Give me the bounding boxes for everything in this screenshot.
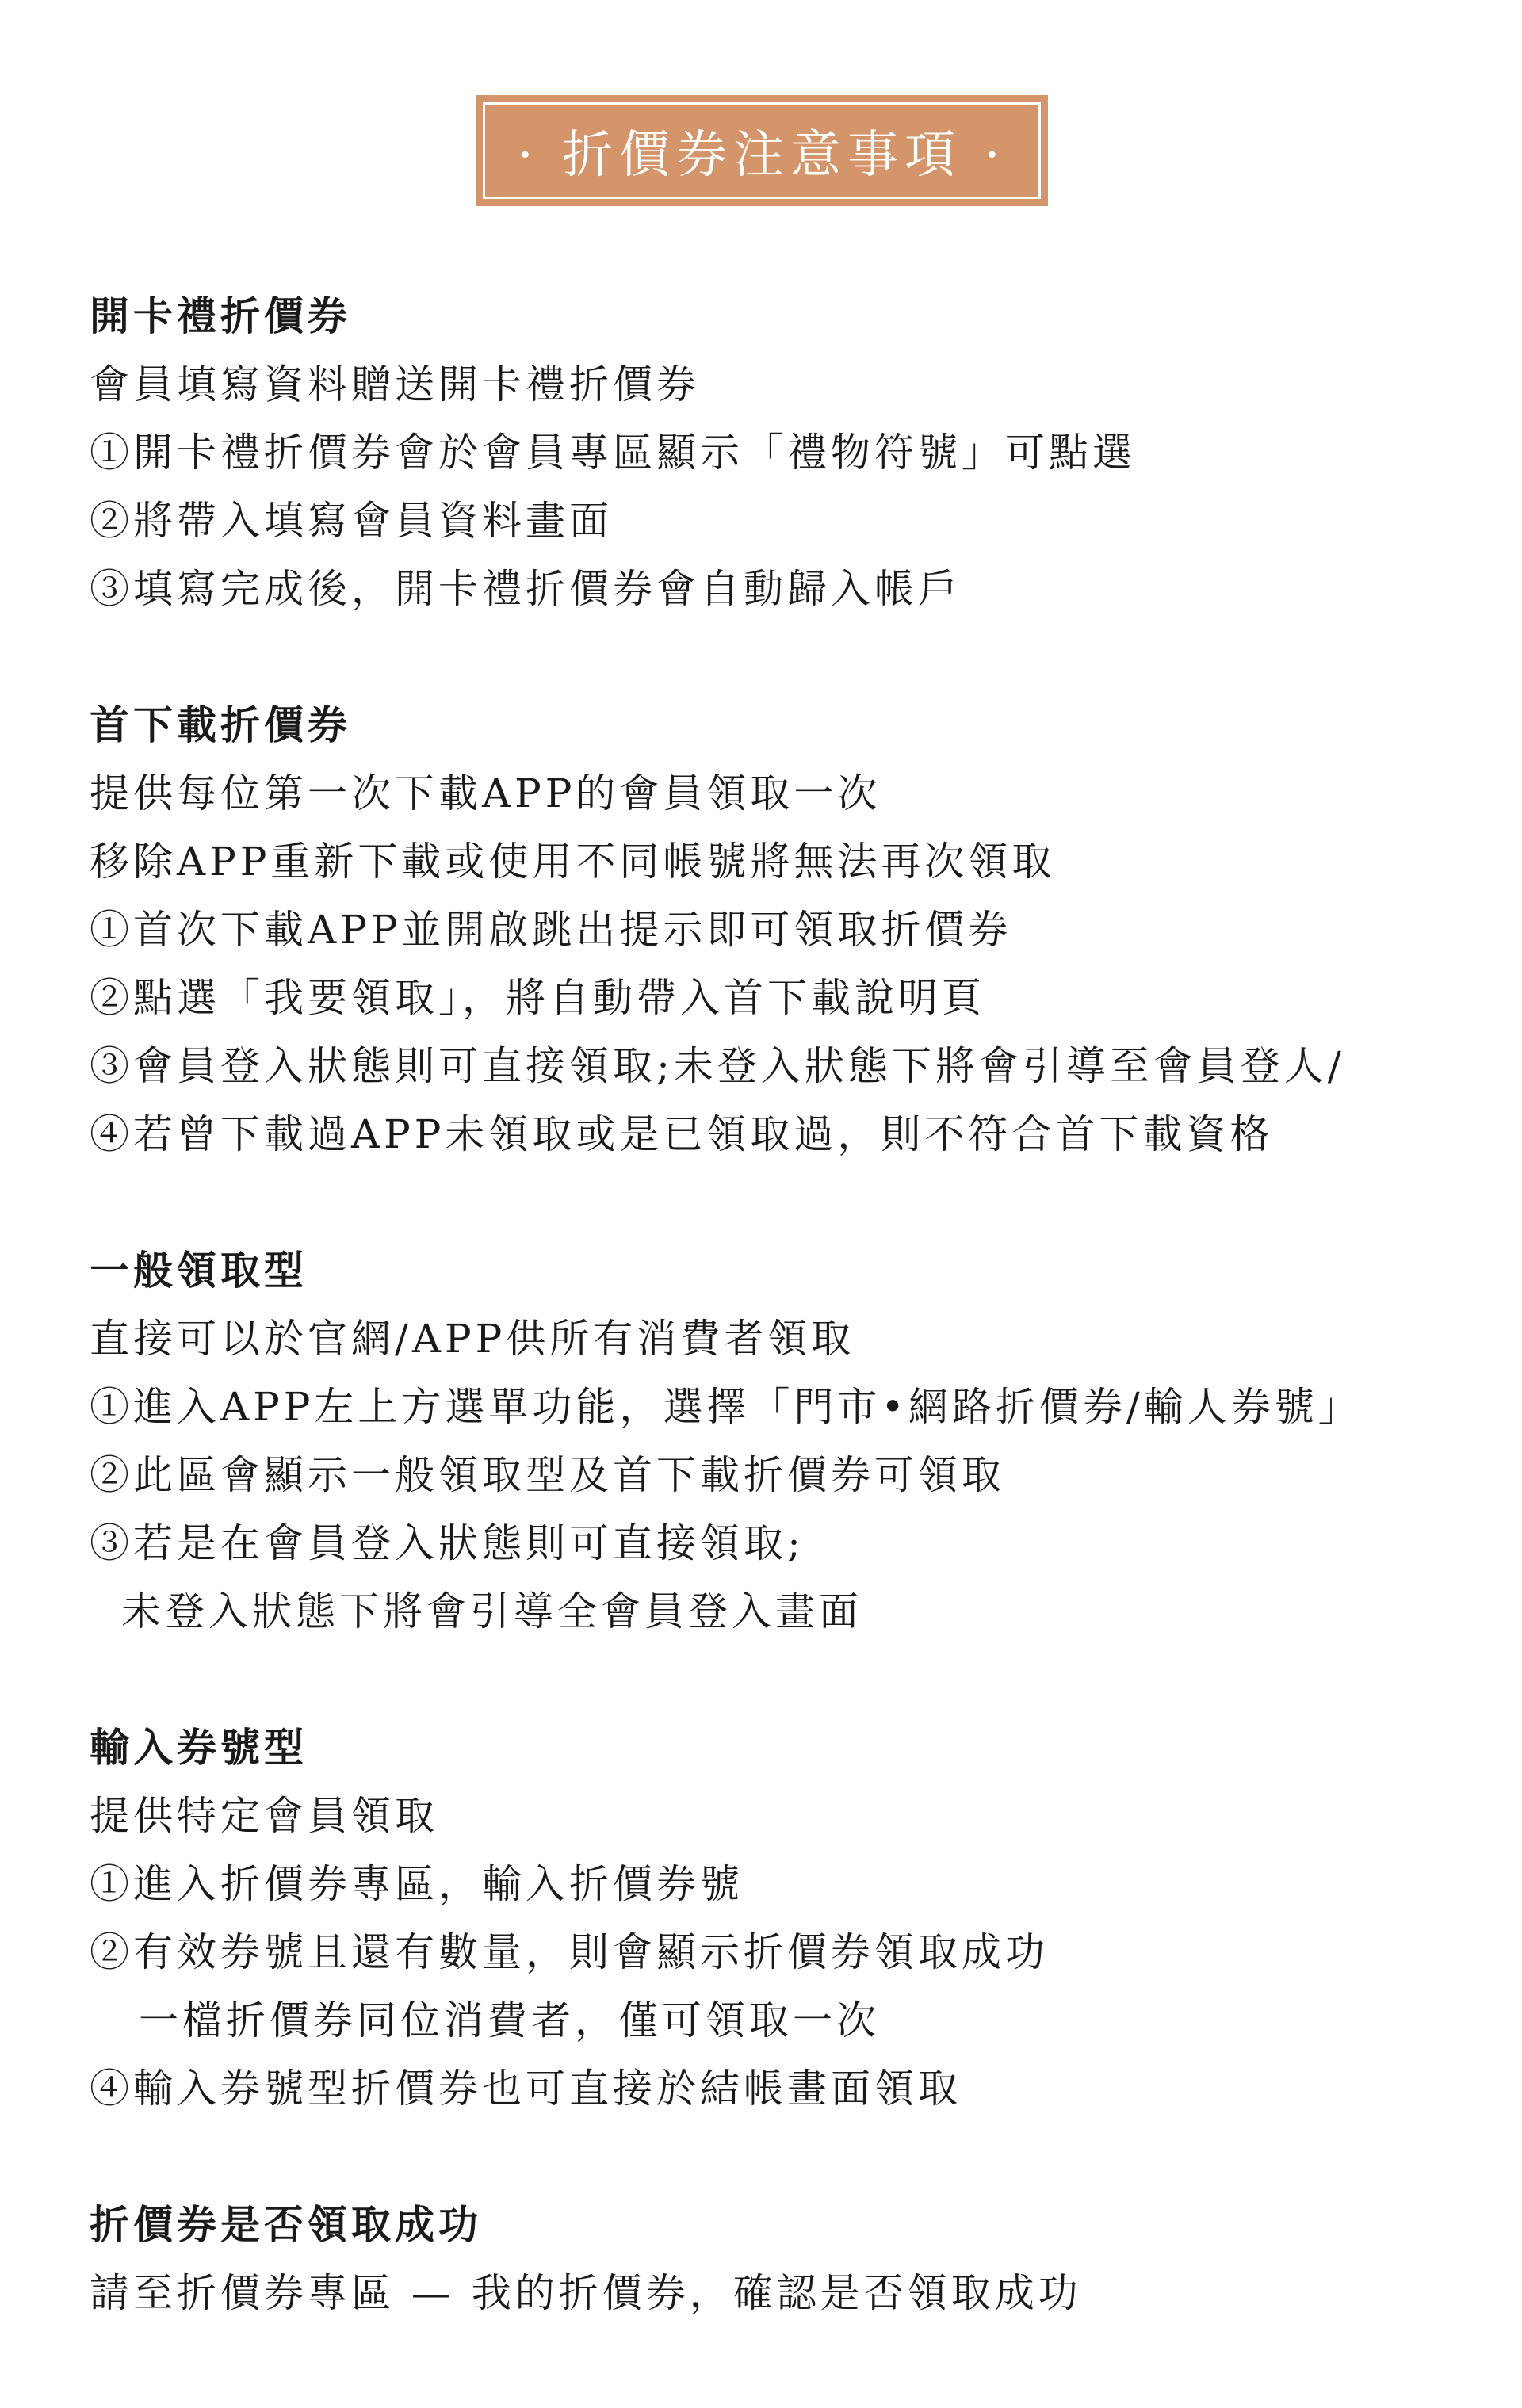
section-line: ④輸入券號型折價券也可直接於結帳畫面領取: [90, 2066, 962, 2112]
section-line: ②將帶入填寫會員資料畫面: [90, 498, 613, 544]
section-line: 直接可以於官網/APP供所有消費者領取: [90, 1316, 855, 1362]
section-line: 提供特定會員領取: [90, 1793, 438, 1839]
section-first-download-coupon: [90, 691, 1501, 1168]
section-line: ②點選「我要領取」，將自動帶入首下載說明頁: [90, 975, 985, 1021]
section-line: ①開卡禮折價券會於會員專區顯示「禮物符號」可點選: [90, 430, 1136, 476]
section-line: 提供每位第一次下載APP的會員領取一次: [90, 770, 881, 816]
section-claim-success-check: [90, 2191, 1501, 2327]
section-line: 會員填寫資料贈送開卡禮折價券: [90, 361, 700, 407]
section-line: ③會員登入狀態則可直接領取;未登入狀態下將會引導至會員登人/: [90, 1043, 1345, 1089]
section-line: ①進入折價券專區，輸入折價券號: [90, 1861, 744, 1907]
section-line: ③若是在會員登入狀態則可直接領取;: [90, 1520, 805, 1566]
section-opening-gift-coupon: [90, 282, 1501, 623]
section-general-claim-coupon: [90, 1236, 1501, 1645]
notice-content: [90, 282, 1501, 2395]
page-title-banner: [476, 95, 1048, 206]
section-line: ①進入APP左上方選單功能，選擇「門市•網路折價券/輸人券號」: [90, 1384, 1362, 1430]
section-heading: 折價券是否領取成功: [90, 2201, 482, 2248]
section-line: ①首次下載APP並開啟跳出提示即可領取折價券: [90, 907, 1012, 953]
section-line: 請至折價券專區 — 我的折價券，確認是否領取成功: [90, 2270, 1082, 2316]
section-line: ②此區會顯示一般領取型及首下載折價券可領取: [90, 1452, 1005, 1498]
section-line: 未登入狀態下將會引導全會員登入畫面: [121, 1588, 862, 1634]
section-heading: 開卡禮折價券: [90, 292, 351, 339]
section-heading: 輸入券號型: [90, 1724, 308, 1771]
section-heading: 首下載折價券: [90, 701, 351, 748]
section-line: ②有效券號且還有數量，則會顯示折價券領取成功: [90, 1929, 1049, 1975]
section-heading: 一般領取型: [90, 1247, 308, 1294]
section-line: 移除APP重新下載或使用不同帳號將無法再次領取: [90, 839, 1056, 885]
page-title: · 折價券注意事項 ·: [517, 126, 1007, 185]
section-line: ④若曾下載過APP未領取或是已領取過，則不符合首下載資格: [90, 1111, 1274, 1157]
section-code-entry-coupon: [90, 1714, 1501, 2123]
section-line: ③填寫完成後，開卡禮折價券會自動歸入帳戶: [90, 566, 962, 612]
section-line: 一檔折價券同位消費者，僅可領取一次: [139, 1997, 880, 2043]
